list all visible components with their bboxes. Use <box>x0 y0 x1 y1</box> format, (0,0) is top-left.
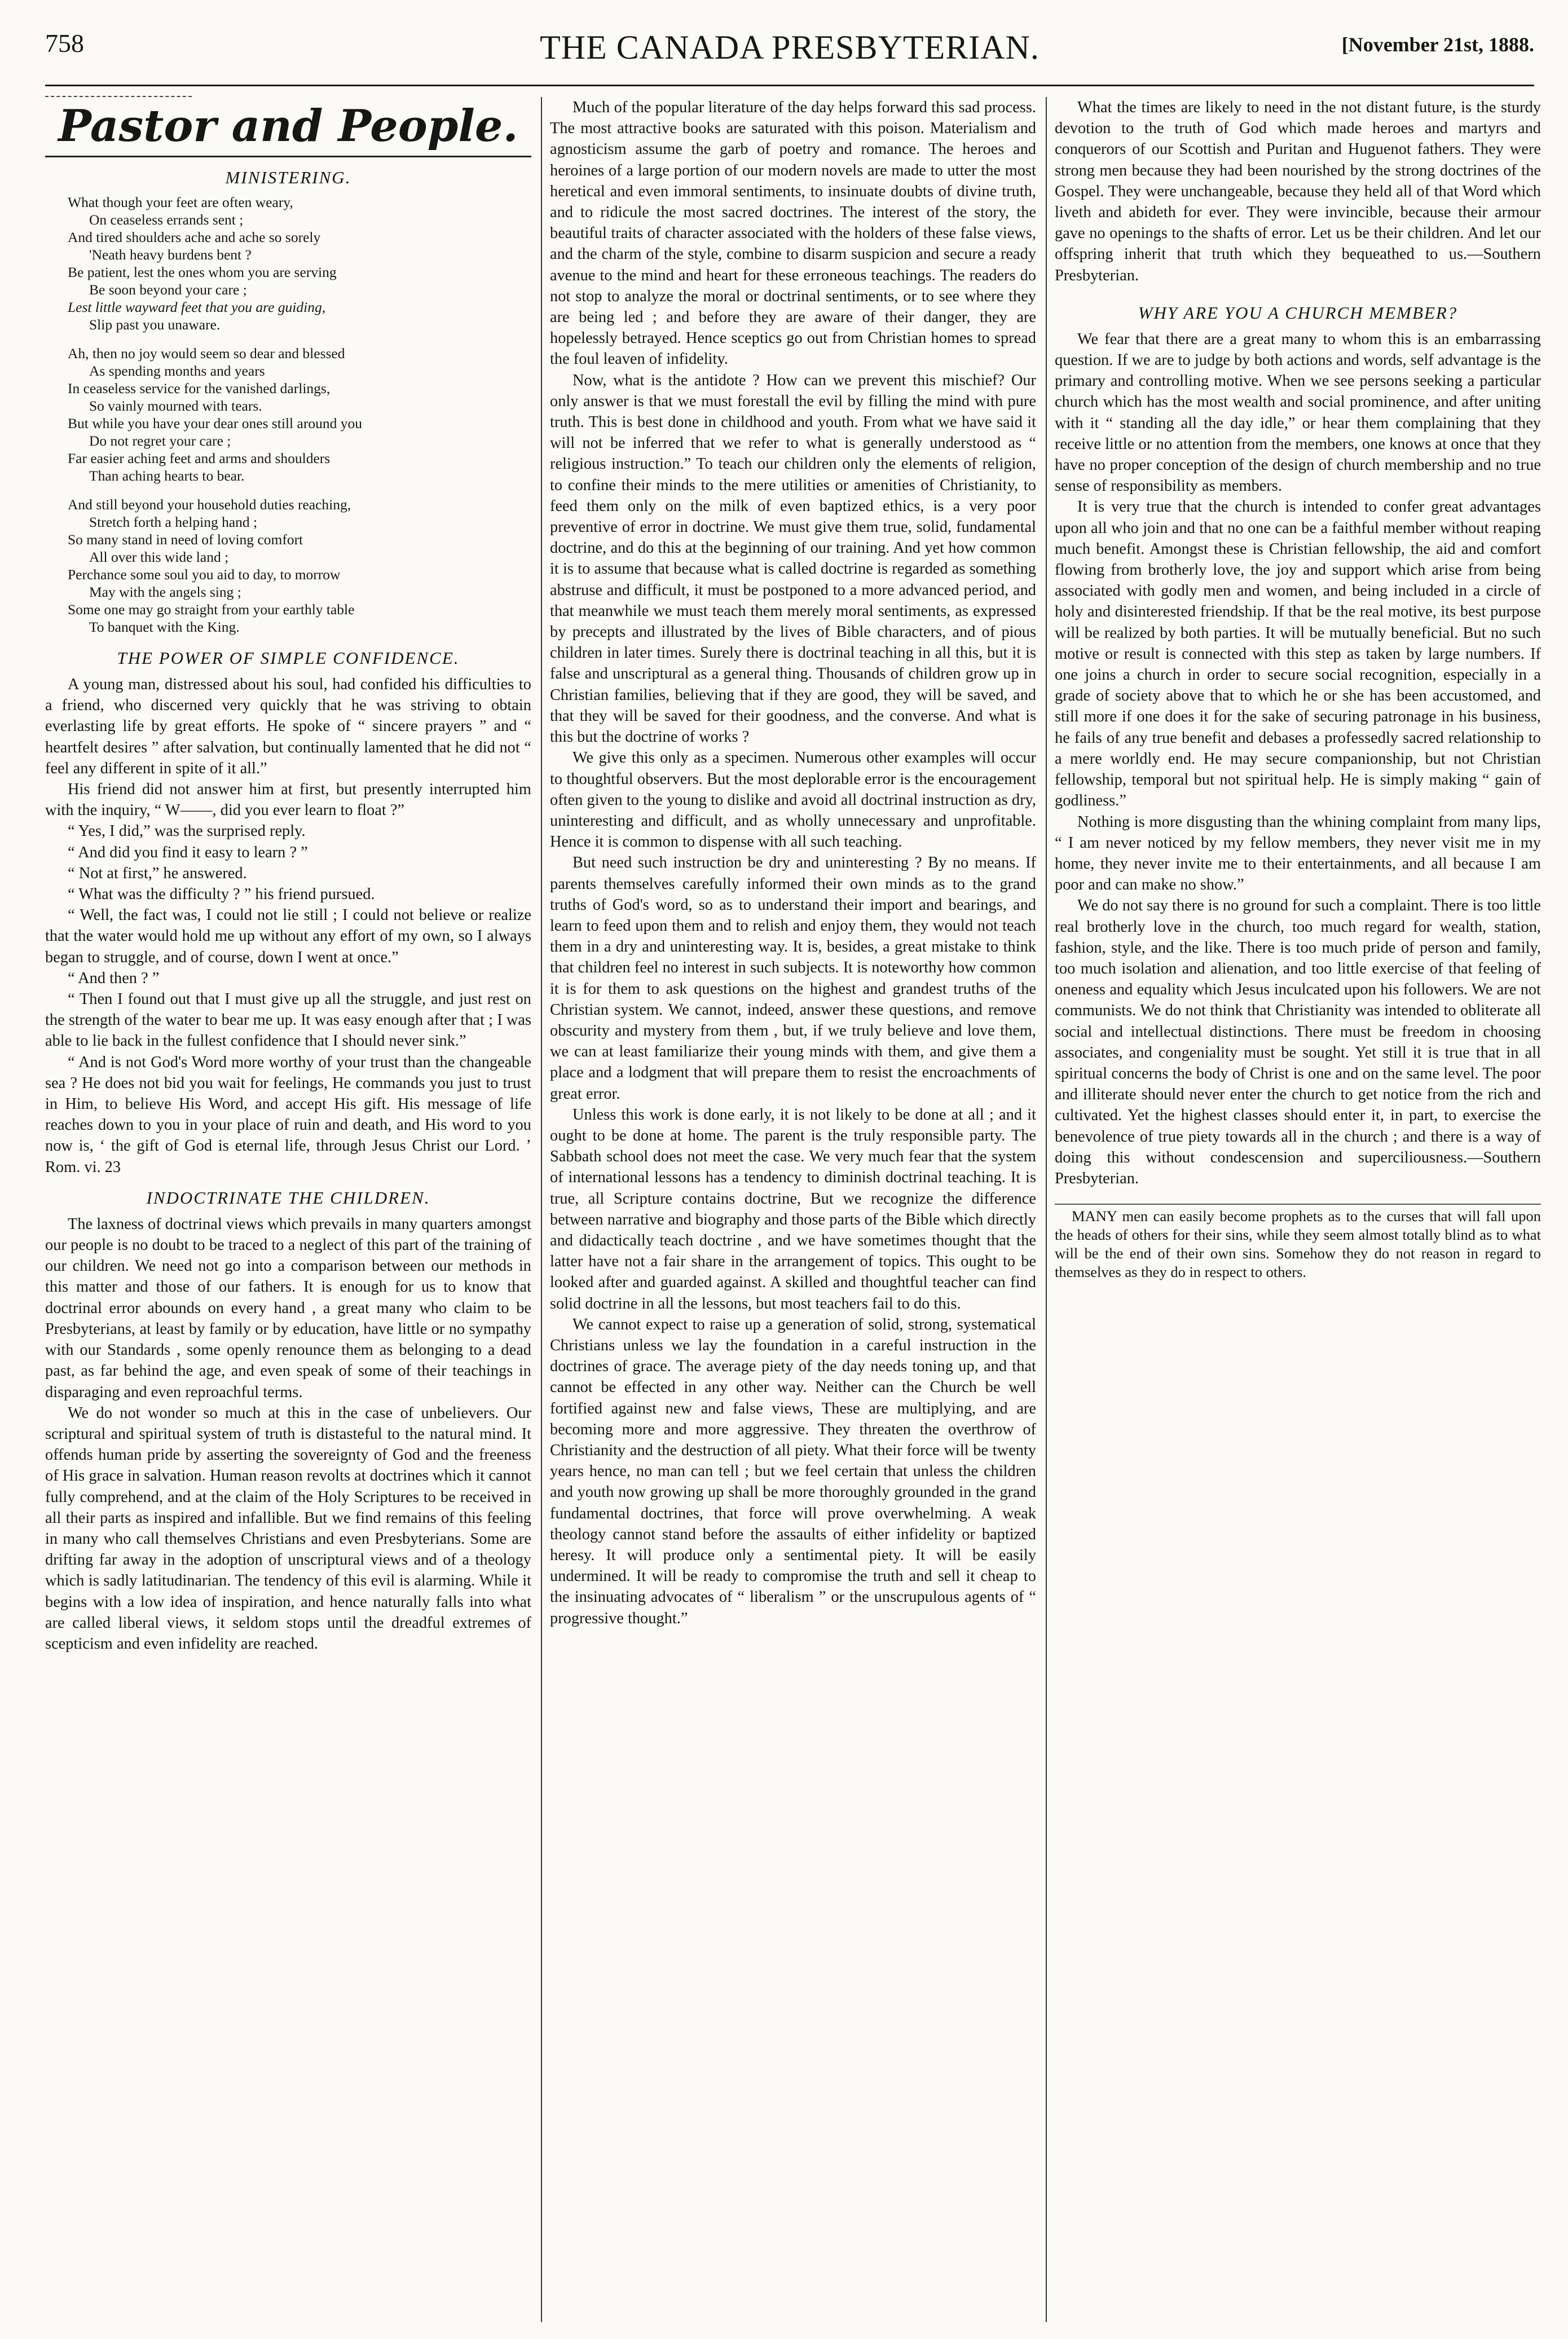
header-rule <box>45 85 1534 86</box>
filler-note <box>1055 1207 1541 1281</box>
paragraph: Much of the popular literature of the day helps forward this sad process. The most attractive books are saturated with this poison. Materialism and agnosticism assume the garb of poetry and romance. The heroes and heroines of a large portion of our modern novels are made to utter the most heretical and even immoral sentiments, to insinuate doubts of divine truth, and to ridicule the most sacred doctrines. The interest of the story, the beautiful traits of character associated with the holders of these false views, and the charm of the style, combine to disarm suspicion and secure a ready avenue to the mind and heart for these erroneous teachings. The readers do not stop to analyze the moral or doctrinal sentiments, or to see where they are being led ; and before they are aware of their danger, they are hopelessly betrayed. Hence sceptics go out from Christian homes to spread the foul leaven of infidelity. <box>550 99 1036 368</box>
paragraph: It is very true that the church is intended to confer great advantages upon all who join and that no one can be a faithful member without reaping much benefit. Amongst these is Christian fellowship, the aid and comfort flowing from brotherly love, the joy and support which arise from being associated with godly men and women, and being included in a circle of holy and disinterested friendship. If that be the real motive, its best purpose will be realized by both parties. It will be mutually beneficial. But no such motive or result is connected with this step as taken by large numbers. If one joins a church in order to secure social recognition, especially in a grade of society above that to which he or she has been accustomed, and still more if one does it for the sake of securing patronage in his business, he fails of any true benefit and debases a professedly sacred relationship to a mere worldly end. He may secure companionship, but not Christian fellowship, temporal but not spiritual help. He is simply making “ gain of godliness.” <box>1055 498 1541 810</box>
paragraph: We cannot expect to raise up a generation of solid, strong, systematical Christians unless we lay the foundation in a careful instruction in the doctrines of grace. The average piety of the day needs toning up, and that cannot be effected in any other way. Neither can the Church be well fortified against new and false views, These are multiplying, and are becoming more and more aggressive. They threaten the overthrow of Christianity and the destruction of all piety. What their force will be twenty years hence, no man can tell ; but we feel certain that unless the children and youth now growing up shall be more thoroughly grounded in the grand fundamental doctrines, that force will prove overwhelming. A weak theology cannot stand before the assaults of either infidelity or baptized heresy. It will produce only a sentimental piety. It will be easily undermined. It will be ready to compromise the truth and sell it cheap to the insinuating advocates of “ liberalism ” or the unscrupulous agents of “ progressive thought.” <box>550 1315 1036 1627</box>
issue-date: [November 21st, 1888. <box>1341 33 1534 56</box>
paragraph: His friend did not answer him at first, but presently interrupted him with the inquiry, “ W——, did you ever learn to float ?” <box>45 781 531 820</box>
poem-line: Stretch forth a helping hand ; <box>89 514 258 530</box>
column-rule <box>1046 97 1047 2322</box>
paragraph: “ What was the difficulty ? ” his friend pursued. <box>68 886 375 904</box>
stanza <box>68 345 531 484</box>
poem-line: 'Neath heavy burdens bent ? <box>89 246 252 263</box>
stanza <box>68 193 531 333</box>
poem-line: Do not regret your care ; <box>89 433 231 449</box>
poem-line: Be patient, lest the ones whom you are serving <box>68 264 337 280</box>
poem-line: Be soon beyond your care ; <box>89 281 247 298</box>
poem-line: But while you have your dear ones still around you <box>68 415 362 431</box>
newspaper-title: THE CANADA PRESBYTERIAN. <box>540 29 1040 66</box>
paragraph: But need such instruction be dry and uninteresting ? By no means. If parents themselves carefully informed their own minds as to the grand truths of God's word, so as to understand their import and bearings, and learn to feed upon them and to relish and enjoy them, they would not teach them in a dry and uninteresting way. It is, besides, a great mistake to think that children feel no interest in such subjects. It is noteworthy how common it is for them to ask questions on the highest and grandest truths of the Christian system. We cannot, indeed, answer these questions, and remove obscurity and mystery from them , but, if we truly believe and love them, we can at least familiarize their young minds with them, and give them a place and a lodgment that will prepare them to resist the encroachments of great error. <box>550 854 1036 1103</box>
paragraph: “ And is not God's Word more worthy of your trust than the changeable sea ? He does not bid you wait for feelings, He commands you just to trust in Him, to believe His Word, and accept His gift. His message of life reaches down to you in your place of ruin and death, and His word to you now is, ‘ the gift of God is eternal life, through Jesus Christ our Lord. ’ Rom. vi. 23 <box>45 1053 531 1176</box>
paragraph: What the times are likely to need in the not distant future, is the sturdy devotion to the truth of God which made heroes and martyrs and conquerors of our Scottish and Puritan and Huguenot fathers. They were strong men because they had been nourished by the strong doctrines of the Gospel. They were unchangeable, because they held all of that Word which liveth and abideth for ever. They were invincible, because their armour gave no openings to the shafts of error. Let us be their children. And let our offspring inherit that truth which they bequeathed to us.—Southern Presbyterian. <box>1055 99 1541 284</box>
paragraph: We do not say there is no ground for such a complaint. There is too little real brotherly love in the church, too much regard for wealth, station, fashion, style, and the like. There is too much pride of person and family, too much isolation and alienation, and too little exercise of that feeling of oneness and equality which Jesus inculcated upon his followers. We are not communists. We do not think that Christianity was intended to obliterate all social and intellectual distinctions. There must be freedom in choosing associates, and congeniality must be sought. Yet still it is true that in all spiritual concerns the body of Christ is one and on the same level. The poor and illiterate should never enter the church to get notice from the rich and cultivated. Yet the highest classes should enter it, in part, to exercise the benevolence of true piety towards all in the church ; and there is a way of doing this without condescension and superciliousness.—Southern Presbyterian. <box>1055 897 1541 1187</box>
paragraph: “ And did you find it easy to learn ? ” <box>68 843 308 861</box>
article-title: INDOCTRINATE THE CHILDREN. <box>146 1187 430 1208</box>
column-2 <box>550 97 1036 2331</box>
article-title: MINISTERING. <box>225 168 351 187</box>
poem-line: Than aching hearts to bear. <box>89 468 245 484</box>
article-title: WHY ARE YOU A CHURCH MEMBER? <box>1138 302 1458 323</box>
paragraph: “ Not at first,” he answered. <box>68 864 247 882</box>
column-rule <box>541 97 542 2322</box>
poem-line: As spending months and years <box>89 363 265 379</box>
poem-line: Far easier aching feet and arms and shoulders <box>68 450 331 466</box>
poem-line: Ah, then no joy would seem so dear and blessed <box>68 345 345 362</box>
paragraph: The laxness of doctrinal views which prevails in many quarters amongst our people is no doubt to be traced to a neglect of this part of the training of our children. We need not go into a comparison between our methods in this matter and those of our fathers. It is enough for us to know that doctrinal error abounds on every hand , a great many who claim to be Presbyterians, at least by family or by education, have little or no sympathy with our Standards , some openly renounce them as belonging to a dead past, as far behind the age, and even speak of some of their teachings in disparaging and even reproachful terms. <box>45 1215 531 1401</box>
paragraph: “ Yes, I did,” was the surprised reply. <box>68 822 306 840</box>
paragraph: Now, what is the antidote ? How can we prevent this mischief? Our only answer is that we must forestall the evil by filling the mind with pure truth. This is best done in childhood and youth. From what we have said it will not be inferred that we refer to what is generally understood as “ religious instruction.” To teach our children only the elements of religion, to confine their minds to the mere utilities or amenities of Christianity, to feed them only on the milk of even baptized ethics, is a very poor preventive of error in doctrine. We must give them true, solid, fundamental doctrine, and do this at the beginning of our training. And yet how common it is to assume that because what is called doctrine is regarded as something abstruse and difficult, it must be postponed to a more advanced period, and that meanwhile we must teach them merely moral sentiments, as expressed by precepts and illustrated by the lives of Bible characters, and of pious children in later times. Surely there is doctrinal teaching in all this, but it is false and unscriptural as a general thing. Thousands of children grow up in Christian families, believing that if they are good, they will be saved, and that they will be saved for their goodness, and the converse. And what is this but the doctrine of works ? <box>550 371 1036 746</box>
poem-line: In ceaseless service for the vanished darlings, <box>68 380 331 397</box>
article-divider <box>1055 1204 1541 1205</box>
paragraph: “ Well, the fact was, I could not lie still ; I could not believe or realize that the water would hold me up without any effort of my own, so I always began to struggle, and of course, down I went at once.” <box>45 906 531 966</box>
poem-line: So vainly mourned with tears. <box>89 398 262 414</box>
paragraph: Nothing is more disgusting than the whining complaint from many lips, “ I am never noticed by my fellow members, they never visit me in my home, they never invite me to their entertainments, and all because I am poor and can make no show.” <box>1055 813 1541 894</box>
paragraph: “ Then I found out that I must give up all the struggle, and just rest on the strength of the water to bear me up. It was easy enough after that ; I was able to lie back in the fullest confidence that I should never sink.” <box>45 990 531 1050</box>
page-header <box>45 28 1534 77</box>
poem-line: All over this wide land ; <box>89 549 229 565</box>
poem-line: And still beyond your household duties reaching, <box>68 496 351 513</box>
poem-line: On ceaseless errands sent ; <box>89 212 244 228</box>
paragraph: We do not wonder so much at this in the case of unbelievers. Our scriptural and spiritual system of truth is distasteful to the natural mind. It offends human pride by asserting the sovereignty of God and the freeness of His grace in salvation. Human reason revolts at doctrines which it cannot fully comprehend, and at the claim of the Holy Scriptures to be received in all their parts as inspired and infallible. But we find remains of this feeling in many who call themselves Christians and even Presbyterians. Some are drifting far away in the adoption of unscriptural views and of a theology which is sadly latitudinarian. The tendency of this evil is alarming. While it begins with a low idea of inspiration, and hence naturally falls into what are called liberal views, it seldom stops until the dreadful extremes of scepticism and even infidelity are reached. <box>45 1404 531 1653</box>
page-number: 758 <box>45 29 84 58</box>
section-heading: Pastor and People. <box>45 100 531 157</box>
paragraph: We give this only as a specimen. Numerous other examples will occur to thoughtful observers. But the most deplorable error is the encouragement often given to the young to dislike and avoid all doctrinal instruction as dry, uninteresting and difficult, and as wholly unnecessary and unprofitable. Hence it is common to dispense with all such teaching. <box>550 749 1036 851</box>
poem-line: Lest little wayward feet that you are guiding, <box>68 299 326 315</box>
poem-line: Perchance some soul you aid to day, to morrow <box>68 566 341 583</box>
paragraph: “ And then ? ” <box>68 969 160 987</box>
paragraph: A young man, distressed about his soul, had confided his difficulties to a friend, who discerned very quickly that he was striving to obtain everlasting life by great efforts. He spoke of “ sincere prayers ” and “ heartfelt desires ” after salvation, but continually lamented that he did not “ feel any different in spite of it all.” <box>45 676 531 777</box>
poem-line: Slip past you unaware. <box>89 316 221 333</box>
article-title: THE POWER OF SIMPLE CONFIDENCE. <box>117 648 460 668</box>
poem-line: May with the angels sing ; <box>89 584 241 600</box>
paragraph: MANY men can easily become prophets as to the curses that will fall upon the heads of others for their sins, while they seem almost totally blind as to what will be the end of their own sins. Somehow they do not reason in regard to themselves as they do in respect to others. <box>1055 1208 1541 1281</box>
poem-line: To banquet with the King. <box>89 619 240 635</box>
poem-line: What though your feet are often weary, <box>68 194 293 210</box>
column-1 <box>45 97 531 2331</box>
poem-line: Some one may go straight from your earthly table <box>68 601 355 618</box>
poem-line: And tired shoulders ache and ache so sorely <box>68 229 321 245</box>
paragraph: Unless this work is done early, it is not likely to be done at all ; and it ought to be done at home. The parent is the truly responsible party. The Sabbath school does not meet the case. We very much fear that the system of international lessons has a tendency to diminish doctrinal teaching. It is true, all Scripture contains doctrine, But we recognize the difference between narrative and biography and those parts of the Bible which directly and didactically teach doctrine , and we have sometimes thought that the latter have not a fair share in the arrangement of topics. This ought to be looked after and guarded against. A skilled and thoughtful teacher can find solid doctrine in all the lessons, but most teachers fail to do this. <box>550 1105 1036 1312</box>
paragraph: We fear that there are a great many to whom this is an embarrassing question. If we are to judge by both actions and words, self advantage is the primary and controlling motive. When we see persons seeking a particular church which has the most wealth and social prominence, and after uniting with it “ standing all the day idle,” or hear them complaining that they receive little or no attention from the members, one knows at once that they have no proper conception of the design of church membership and no true sense of responsibility as members. <box>1055 330 1541 495</box>
column-3 <box>1055 97 1541 2331</box>
poem <box>68 193 531 636</box>
poem-line: So many stand in need of loving comfort <box>68 531 303 548</box>
stanza <box>68 496 531 636</box>
